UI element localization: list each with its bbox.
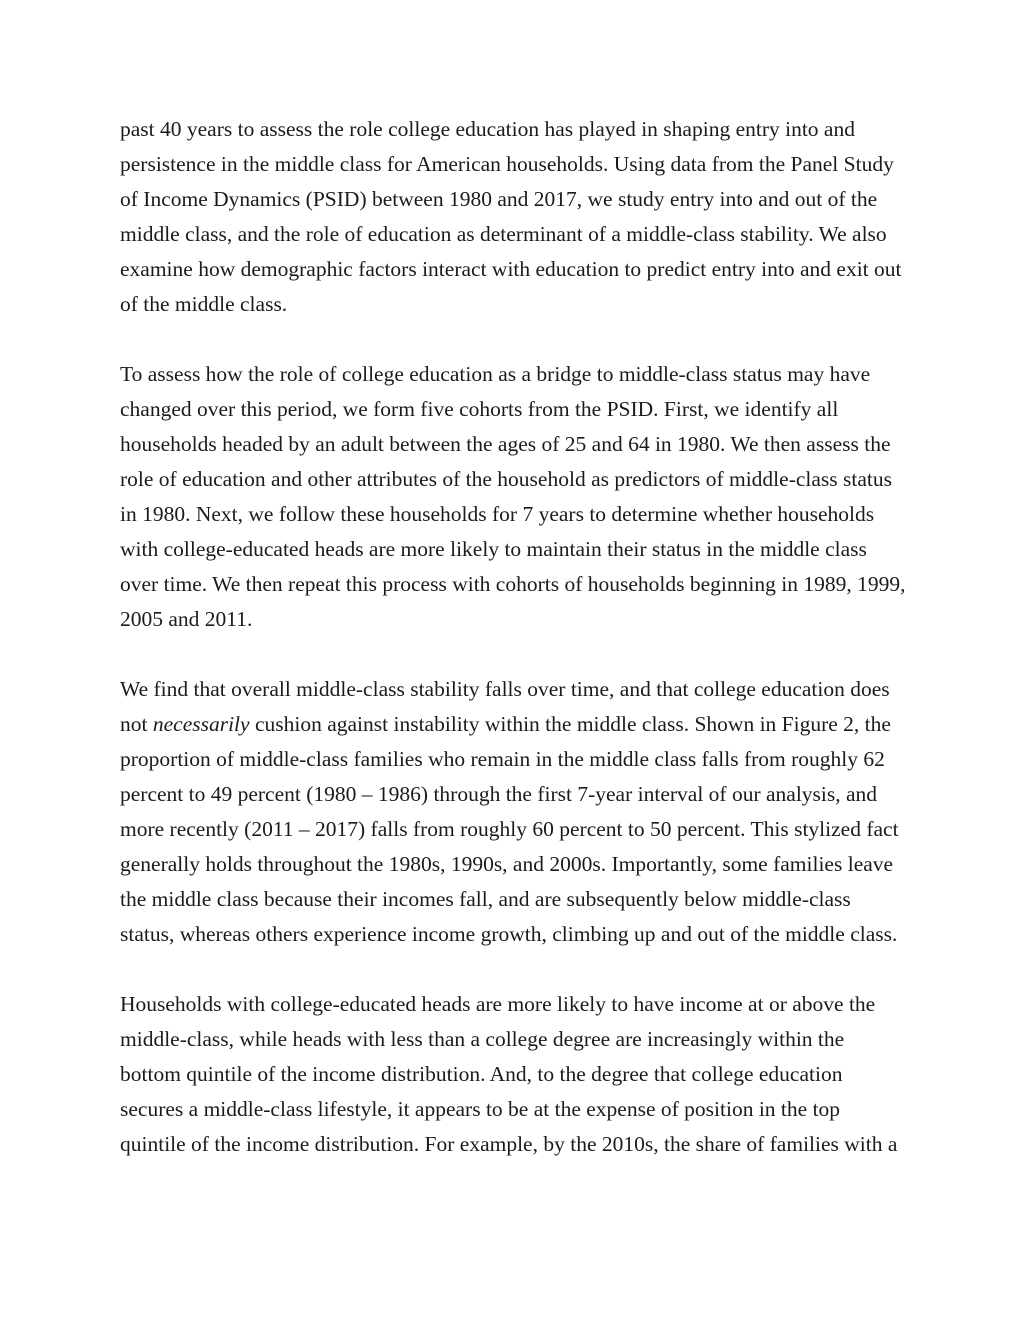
text-line: We find that overall middle-class stability falls over time, and that college education does <box>120 677 890 701</box>
text-line: 2005 and 2011. <box>120 607 253 631</box>
text-line: quintile of the income distribution. For example, by the 2010s, the share of families with a <box>120 1132 898 1156</box>
text-segment: not <box>120 712 153 736</box>
text-line: in 1980. Next, we follow these households for 7 years to determine whether households <box>120 502 875 526</box>
text-line: middle-class, while heads with less than a college degree are increasingly within the <box>120 1027 845 1051</box>
text-line: To assess how the role of college education as a bridge to middle-class status may have <box>120 362 871 386</box>
text-line: examine how demographic factors interact with education to predict entry into and exit out <box>120 257 902 281</box>
text-line: of the middle class. <box>120 292 288 316</box>
text-line: changed over this period, we form five cohorts from the PSID. First, we identify all <box>120 397 839 421</box>
paragraph-4 <box>120 987 920 1162</box>
paragraph-3 <box>120 672 920 952</box>
text-line: over time. We then repeat this process with cohorts of households beginning in 1989, 1999, <box>120 572 906 596</box>
text-line: the middle class because their incomes fall, and are subsequently below middle-class <box>120 887 851 911</box>
text-segment: cushion against instability within the middle class. Shown in Figure 2, the <box>249 712 891 736</box>
text-line: more recently (2011 – 2017) falls from roughly 60 percent to 50 percent. This stylized fact <box>120 817 899 841</box>
text-line: with college-educated heads are more likely to maintain their status in the middle class <box>120 537 867 561</box>
text-line: middle class, and the role of education as determinant of a middle-class stability. We also <box>120 222 887 246</box>
text-line: persistence in the middle class for American households. Using data from the Panel Study <box>120 152 894 176</box>
text-line: of Income Dynamics (PSID) between 1980 and 2017, we study entry into and out of the <box>120 187 878 211</box>
text-line: Households with college-educated heads are more likely to have income at or above the <box>120 992 876 1016</box>
text-line: secures a middle-class lifestyle, it appears to be at the expense of position in the top <box>120 1097 841 1121</box>
text-line: bottom quintile of the income distribution. And, to the degree that college education <box>120 1062 843 1086</box>
text-line <box>120 707 920 742</box>
text-line: role of education and other attributes of the household as predictors of middle-class status <box>120 467 892 491</box>
paragraph-1 <box>120 112 920 322</box>
text-line: households headed by an adult between the ages of 25 and 64 in 1980. We then assess the <box>120 432 891 456</box>
text-line: proportion of middle-class families who remain in the middle class falls from roughly 62 <box>120 747 885 771</box>
text-line: generally holds throughout the 1980s, 1990s, and 2000s. Importantly, some families leave <box>120 852 894 876</box>
text-line: past 40 years to assess the role college education has played in shaping entry into and <box>120 117 855 141</box>
text-line: percent to 49 percent (1980 – 1986) through the first 7-year interval of our analysis, and <box>120 782 878 806</box>
paragraph-2 <box>120 357 920 637</box>
italic-word-necessarily: necessarily <box>152 712 250 736</box>
text-line: status, whereas others experience income growth, climbing up and out of the middle class. <box>120 922 898 946</box>
